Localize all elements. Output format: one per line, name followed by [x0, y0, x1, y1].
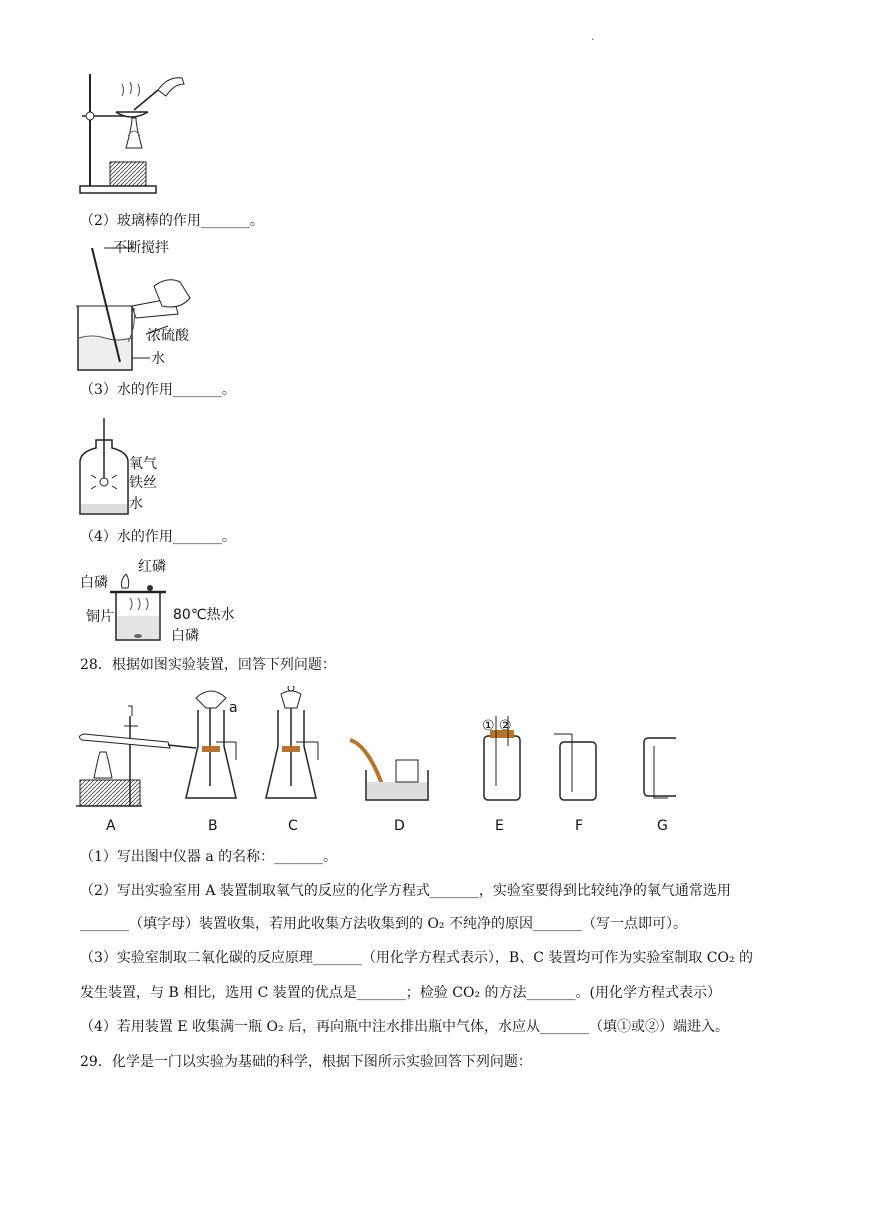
label-white-p-top: 白磷: [80, 575, 108, 591]
label-stir: 不断搅拌: [113, 240, 169, 256]
apparatus-label-D: D: [394, 818, 405, 834]
apparatus-label-G: G: [657, 818, 668, 834]
apparatus-label-e-ports: ① ②: [482, 718, 512, 734]
q28-question-2-line1: （2）写出实验室用 A 装置制取氧气的反应的化学方程式_______，实验室要得到比较纯净的氧气通常选用: [80, 883, 731, 899]
q27-item2: （2）玻璃棒的作用_______。: [80, 213, 264, 229]
label-red-p: 红磷: [138, 559, 166, 575]
evaporation-apparatus-figure: [76, 66, 186, 196]
apparatus-row-figure: [76, 686, 676, 812]
top-mark: .: [591, 32, 595, 43]
label-water-2: 水: [129, 496, 143, 512]
apparatus-label-C: C: [288, 818, 298, 834]
label-water-1: 水: [151, 351, 165, 367]
acid-dilution-figure: [74, 236, 204, 376]
iron-wire-combustion-figure: [74, 418, 134, 518]
apparatus-label-F: F: [575, 818, 584, 834]
label-hot-water: 80℃热水: [173, 607, 235, 623]
q28-question-1: （1）写出图中仪器 a 的名称：_______。: [80, 849, 338, 865]
q28-question-2-line2: _______（填字母）装置收集，若用此收集方法收集到的 O₂ 不纯净的原因_______（写一点即可）。: [80, 916, 687, 932]
label-copper: 铜片: [86, 609, 114, 625]
phosphorus-combustion-figure: [108, 574, 168, 644]
q29-title: 29．化学是一门以实验为基础的科学，根据下图所示实验回答下列问题：: [80, 1054, 532, 1070]
label-iron-wire: 铁丝: [129, 475, 157, 491]
apparatus-label-A: A: [106, 818, 116, 834]
label-oxygen: 氧气: [129, 456, 157, 472]
apparatus-label-B: B: [208, 818, 218, 834]
q28-title: 28．根据如图实验装置，回答下列问题：: [80, 657, 336, 673]
q27-item4: （4）水的作用_______。: [80, 529, 236, 545]
apparatus-label-a-instrument: a: [229, 700, 238, 716]
q28-question-3-line2: 发生装置，与 B 相比，选用 C 装置的优点是_______；检验 CO₂ 的方法_______。(用化学方程式表示）: [80, 985, 721, 1001]
q28-question-4: （4）若用装置 E 收集满一瓶 O₂ 后，再向瓶中注水排出瓶中气体，水应从_______（填①或②）端进入。: [80, 1019, 730, 1035]
q27-item3: （3）水的作用_______。: [80, 382, 236, 398]
q28-question-3-line1: （3）实验室制取二氧化碳的反应原理_______（用化学方程式表示），B、C 装置均可作为实验室制取 CO₂ 的: [80, 950, 754, 966]
apparatus-label-E: E: [495, 818, 504, 834]
label-conc-acid: 浓硫酸: [147, 328, 189, 344]
label-white-p-bottom: 白磷: [171, 628, 199, 644]
